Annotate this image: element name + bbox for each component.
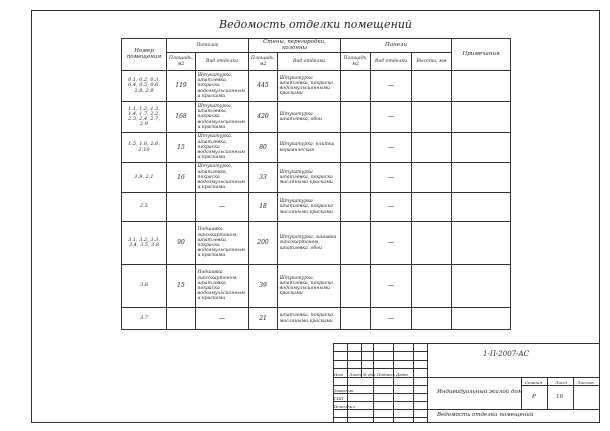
- table-row: [122, 71, 511, 102]
- note: [452, 102, 511, 133]
- header-panel-area: Площадь, м2: [341, 53, 371, 71]
- walls-area: 80: [249, 133, 278, 163]
- table-row: [122, 133, 511, 163]
- walls-finish: шпатлевка, покраска масляными красками: [278, 308, 341, 330]
- walls-finish: Штукатурка, зашивка гипсокартоном, шпатлевка, обои: [278, 222, 341, 265]
- walls-finish: Штукатурка шпатлевка, покраска масляными красками: [278, 193, 341, 222]
- note: [452, 308, 511, 330]
- panel-area: [341, 163, 371, 193]
- table-row: [122, 265, 511, 308]
- note: [452, 133, 511, 163]
- panel-finish: —: [371, 308, 412, 330]
- panel-area: [341, 265, 371, 308]
- stage-header: Стадия: [525, 380, 542, 385]
- walls-area: 420: [249, 102, 278, 133]
- walls-area: 445: [249, 71, 278, 102]
- sheet-name: Ведомость отделки помещений: [437, 412, 534, 418]
- panel-area: [341, 71, 371, 102]
- header-note: Примечания: [452, 39, 511, 71]
- note: [452, 71, 511, 102]
- col-izm: Изм: [334, 372, 343, 377]
- col-data: Дата: [396, 372, 408, 377]
- room-numbers: 1.5, 1.6, 2.6, 2.10: [122, 133, 167, 163]
- col-list: Лист: [349, 372, 361, 377]
- walls-finish: Штукатурка шпатлевка, обои: [278, 102, 341, 133]
- note: [452, 163, 511, 193]
- panel-height: [412, 222, 452, 265]
- header-panel: Панели: [341, 39, 452, 53]
- panel-height: [412, 163, 452, 193]
- header-walls-finish: Вид отделки: [278, 53, 341, 71]
- room-numbers: 2.5: [122, 193, 167, 222]
- panel-area: [341, 193, 371, 222]
- note: [452, 222, 511, 265]
- table-row: [122, 102, 511, 133]
- note: [452, 193, 511, 222]
- room-numbers: 3.7: [122, 308, 167, 330]
- walls-finish: Штукатурка, шпатлевка, покраска водоэмульсионными красками: [278, 265, 341, 308]
- table-row: [122, 222, 511, 265]
- ceiling-finish: Подшивка гипсокартоном, шпатлевка, покраска водоэмульсионными красками: [196, 265, 249, 308]
- header-panel-height: Высота, мм: [412, 53, 452, 71]
- walls-area: 33: [249, 163, 278, 193]
- header-ceiling-area: Площадь, м2: [167, 53, 196, 71]
- panel-area: [341, 133, 371, 163]
- document-code: 1-П-2007-АС: [483, 350, 530, 358]
- ceiling-area: 168: [167, 102, 196, 133]
- panel-finish: —: [371, 193, 412, 222]
- ceiling-finish: Подшивка гипсокартоном, шпатлевка, покраска водоэмульсионными красками: [196, 222, 249, 265]
- ceiling-area: 15: [167, 265, 196, 308]
- ceiling-area: 119: [167, 71, 196, 102]
- stage-value: Р: [532, 394, 536, 400]
- panel-height: [412, 308, 452, 330]
- room-numbers: 3.1, 3.2, 3.3, 3.4, 3.5, 3.8: [122, 222, 167, 265]
- role-customer: Заказчик: [334, 388, 354, 393]
- col-ndoc: № док: [363, 372, 376, 377]
- panel-finish: —: [371, 222, 412, 265]
- header-walls: Стены, перегородки, колонны: [249, 39, 341, 53]
- walls-finish: Штукатурка шпатлевка, покраска масляными красками: [278, 163, 341, 193]
- note: [452, 265, 511, 308]
- table-row: [122, 308, 511, 330]
- header-room-no: Номер помещения: [122, 39, 167, 71]
- ceiling-area: 16: [167, 163, 196, 193]
- ceiling-finish: Штукатурка, шпатлевка, покраска водоэмульсионными красками: [196, 163, 249, 193]
- ceiling-finish: Штукатурка, шпатлевка, покраска водоэмульсионными красками: [196, 102, 249, 133]
- walls-area: 21: [249, 308, 278, 330]
- room-numbers: 1.9, 2.1: [122, 163, 167, 193]
- panel-area: [341, 308, 371, 330]
- header-ceiling-finish: Вид отделки: [196, 53, 249, 71]
- col-podpis: Подпись: [377, 372, 396, 377]
- role-performer: Исполнил: [334, 404, 356, 409]
- project-name: Индивидуальный жилой дом: [437, 389, 523, 395]
- room-numbers: 0.1, 0.2, 0.3, 0.4, 0.5, 0.6, 2.8, 2.9: [122, 71, 167, 102]
- room-numbers: 3.6: [122, 265, 167, 308]
- ceiling-area: 15: [167, 133, 196, 163]
- role-chief-engineer: ГИП: [334, 396, 344, 401]
- panel-height: [412, 265, 452, 308]
- ceiling-area: [167, 308, 196, 330]
- panel-height: [412, 193, 452, 222]
- header-panel-finish: Вид отделки: [371, 53, 412, 71]
- panel-height: [412, 71, 452, 102]
- sheet-value: 16: [556, 394, 563, 400]
- panel-finish: —: [371, 133, 412, 163]
- panel-finish: —: [371, 102, 412, 133]
- ceiling-area: [167, 193, 196, 222]
- table-row: [122, 163, 511, 193]
- walls-area: 200: [249, 222, 278, 265]
- ceiling-finish: Штукатурка, шпатлевка, покраска водоэмульсионными красками: [196, 133, 249, 163]
- panel-finish: —: [371, 163, 412, 193]
- panel-finish: —: [371, 71, 412, 102]
- walls-area: 18: [249, 193, 278, 222]
- sheets-header: Листов: [577, 380, 594, 385]
- panel-height: [412, 133, 452, 163]
- ceiling-finish: Штукатурка, шпатлевка, покраска водоэмульсионными красками: [196, 71, 249, 102]
- panel-area: [341, 222, 371, 265]
- finish-schedule-table: [121, 38, 511, 330]
- ceiling-finish: —: [196, 193, 249, 222]
- room-numbers: 1.1, 1.2, 1.3, 1.4, 1.7, 2.2, 2.3, 2.4, 2.7, 2.9: [122, 102, 167, 133]
- walls-finish: Штукатурка шпатлевка, покраска водоэмульсионными красками: [278, 71, 341, 102]
- table-row: [122, 193, 511, 222]
- title-block: [333, 343, 600, 423]
- page-title: Ведомость отделки помещений: [219, 18, 412, 31]
- header-walls-area: Площадь, м2: [249, 53, 278, 71]
- panel-height: [412, 102, 452, 133]
- panel-area: [341, 102, 371, 133]
- panel-finish: —: [371, 265, 412, 308]
- sheet-header: Лист: [555, 380, 567, 385]
- header-ceiling: Потолок: [167, 39, 249, 53]
- walls-finish: Штукатурка, плитка керамическая: [278, 133, 341, 163]
- walls-area: 39: [249, 265, 278, 308]
- ceiling-finish: —: [196, 308, 249, 330]
- ceiling-area: 90: [167, 222, 196, 265]
